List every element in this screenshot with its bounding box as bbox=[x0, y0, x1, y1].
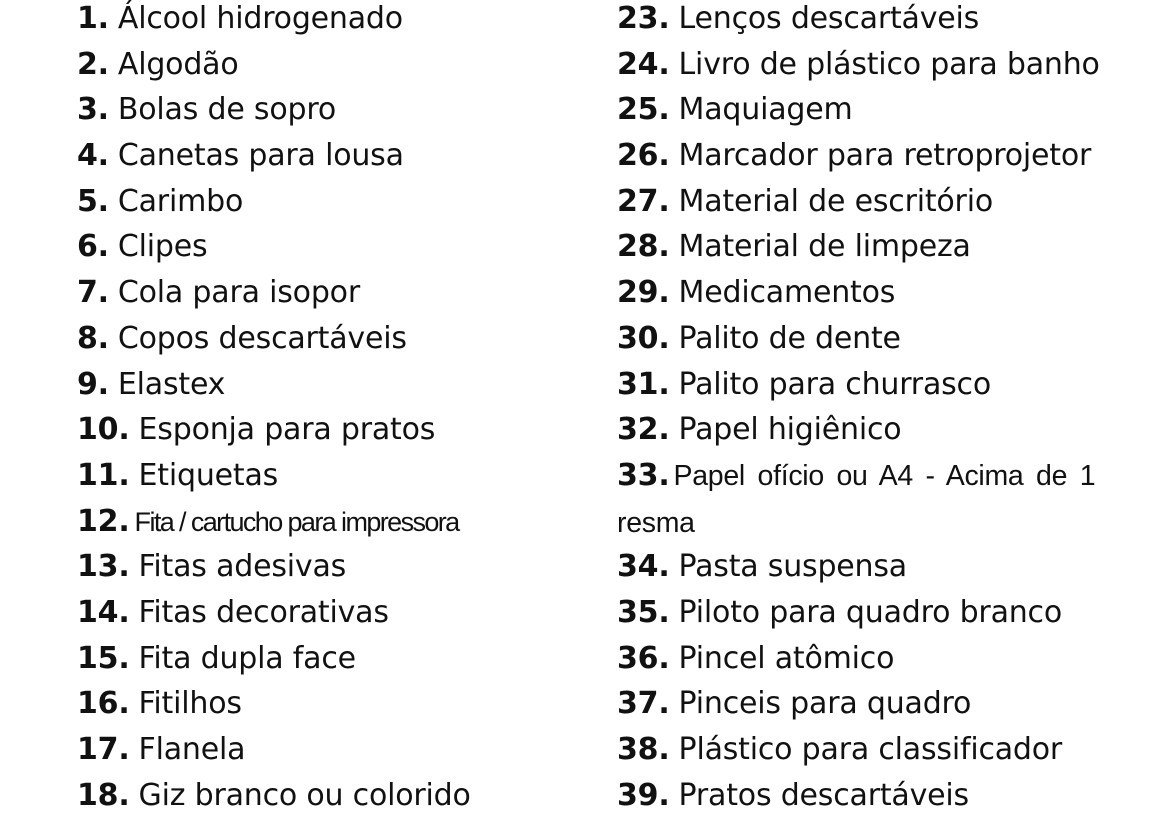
item-text: Cola para isopor bbox=[117, 275, 360, 311]
item-number: 17. bbox=[77, 732, 130, 767]
supply-list-left-column bbox=[77, 0, 547, 818]
item-number: 13. bbox=[77, 549, 130, 585]
supply-list-right-column bbox=[617, 0, 1132, 818]
item-number: 2. bbox=[77, 46, 109, 82]
item-number: 39. bbox=[617, 777, 670, 813]
item-text: Canetas para lousa bbox=[117, 138, 404, 174]
list-item bbox=[617, 773, 1132, 818]
list-item bbox=[77, 727, 547, 773]
item-number: 14. bbox=[77, 594, 130, 630]
item-text: Fitas adesivas bbox=[138, 549, 347, 585]
item-number: 37. bbox=[617, 686, 670, 722]
list-item bbox=[77, 544, 547, 590]
list-item bbox=[77, 42, 547, 88]
item-text: Fitilhos bbox=[138, 686, 242, 722]
list-item bbox=[77, 636, 547, 682]
item-number: 16. bbox=[77, 686, 130, 722]
list-item bbox=[77, 179, 547, 225]
item-text: Copos descartáveis bbox=[117, 320, 407, 356]
item-text: Algodão bbox=[117, 46, 239, 82]
list-item bbox=[77, 133, 547, 179]
item-text: Fitas decorativas bbox=[138, 594, 389, 630]
item-number: 35. bbox=[617, 594, 670, 630]
item-number: 1. bbox=[77, 1, 109, 36]
item-text: Medicamentos bbox=[678, 275, 896, 311]
item-number: 34. bbox=[617, 549, 670, 585]
item-number: 10. bbox=[77, 412, 130, 448]
list-item bbox=[617, 362, 1132, 408]
item-number: 28. bbox=[617, 229, 670, 265]
item-number: 33. bbox=[617, 457, 670, 493]
item-number: 3. bbox=[77, 92, 109, 128]
item-number: 12. bbox=[77, 503, 130, 539]
list-item bbox=[617, 0, 1132, 42]
item-number: 7. bbox=[77, 275, 109, 311]
list-item bbox=[77, 224, 547, 270]
list-item bbox=[617, 407, 1132, 453]
item-text: Esponja para pratos bbox=[138, 412, 436, 448]
list-item bbox=[77, 590, 547, 636]
list-item bbox=[617, 179, 1132, 225]
list-item bbox=[617, 87, 1132, 133]
item-number: 32. bbox=[617, 412, 670, 448]
list-item bbox=[617, 270, 1132, 316]
item-number: 24. bbox=[617, 46, 670, 82]
item-text: Papel higiênico bbox=[678, 412, 902, 448]
list-item bbox=[77, 453, 547, 499]
item-text: Pinceis para quadro bbox=[678, 686, 972, 722]
item-text: Etiquetas bbox=[138, 457, 279, 493]
item-number: 15. bbox=[77, 640, 130, 676]
list-item bbox=[77, 773, 547, 818]
item-text: Plástico para classificador bbox=[678, 732, 1063, 768]
item-number: 6. bbox=[77, 229, 109, 265]
item-text: Pincel atômico bbox=[678, 640, 895, 676]
list-item bbox=[617, 590, 1132, 636]
item-text: Livro de plástico para banho bbox=[678, 46, 1100, 82]
item-text: Piloto para quadro branco bbox=[678, 594, 1063, 630]
item-number: 30. bbox=[617, 320, 670, 356]
item-number: 11. bbox=[77, 457, 130, 493]
list-item bbox=[617, 727, 1132, 773]
item-text: Bolas de sopro bbox=[117, 92, 336, 128]
item-text: Pasta suspensa bbox=[678, 549, 907, 585]
item-text: Pratos descartáveis bbox=[678, 777, 969, 813]
item-text: Palito para churrasco bbox=[678, 366, 992, 402]
item-text: Elastex bbox=[117, 366, 226, 402]
item-number: 23. bbox=[617, 1, 670, 36]
item-text: Material de limpeza bbox=[678, 229, 971, 265]
item-number: 27. bbox=[617, 183, 670, 219]
item-text: Álcool hidrogenado bbox=[117, 1, 403, 36]
item-number: 36. bbox=[617, 640, 670, 676]
item-text: Fita dupla face bbox=[138, 640, 356, 676]
item-number: 4. bbox=[77, 138, 109, 174]
item-text: Fita / cartucho para impressora bbox=[134, 506, 459, 537]
list-item bbox=[77, 362, 547, 408]
item-number: 31. bbox=[617, 366, 670, 402]
item-text: Palito de dente bbox=[678, 320, 901, 356]
list-item bbox=[77, 499, 547, 545]
item-number: 5. bbox=[77, 183, 109, 219]
item-number: 38. bbox=[617, 732, 670, 768]
list-item bbox=[77, 87, 547, 133]
item-number: 8. bbox=[77, 320, 109, 356]
item-text: Carimbo bbox=[117, 183, 244, 219]
item-number: 29. bbox=[617, 275, 670, 311]
list-item bbox=[77, 681, 547, 727]
item-text: Maquiagem bbox=[678, 92, 853, 128]
list-item bbox=[617, 636, 1132, 682]
list-item bbox=[617, 42, 1132, 88]
list-item bbox=[77, 0, 547, 42]
list-item bbox=[617, 681, 1132, 727]
item-number: 18. bbox=[77, 777, 130, 813]
item-text: Giz branco ou colorido bbox=[138, 777, 471, 813]
item-number: 9. bbox=[77, 366, 109, 402]
list-item bbox=[617, 544, 1132, 590]
list-item bbox=[617, 316, 1132, 362]
item-text: Clipes bbox=[117, 229, 208, 265]
list-item bbox=[77, 270, 547, 316]
item-text: Flanela bbox=[138, 732, 246, 767]
item-text: Material de escritório bbox=[678, 183, 993, 219]
item-text: Papel ofício ou A4 - Acima de 1 resma bbox=[617, 459, 1096, 539]
list-item bbox=[617, 453, 1132, 544]
item-text: Lenços descartáveis bbox=[678, 1, 980, 36]
list-item bbox=[77, 407, 547, 453]
item-number: 26. bbox=[617, 138, 670, 174]
item-text: Marcador para retroprojetor bbox=[678, 138, 1092, 174]
list-item bbox=[617, 133, 1132, 179]
item-number: 25. bbox=[617, 92, 670, 128]
list-item bbox=[617, 224, 1132, 270]
list-item bbox=[77, 316, 547, 362]
